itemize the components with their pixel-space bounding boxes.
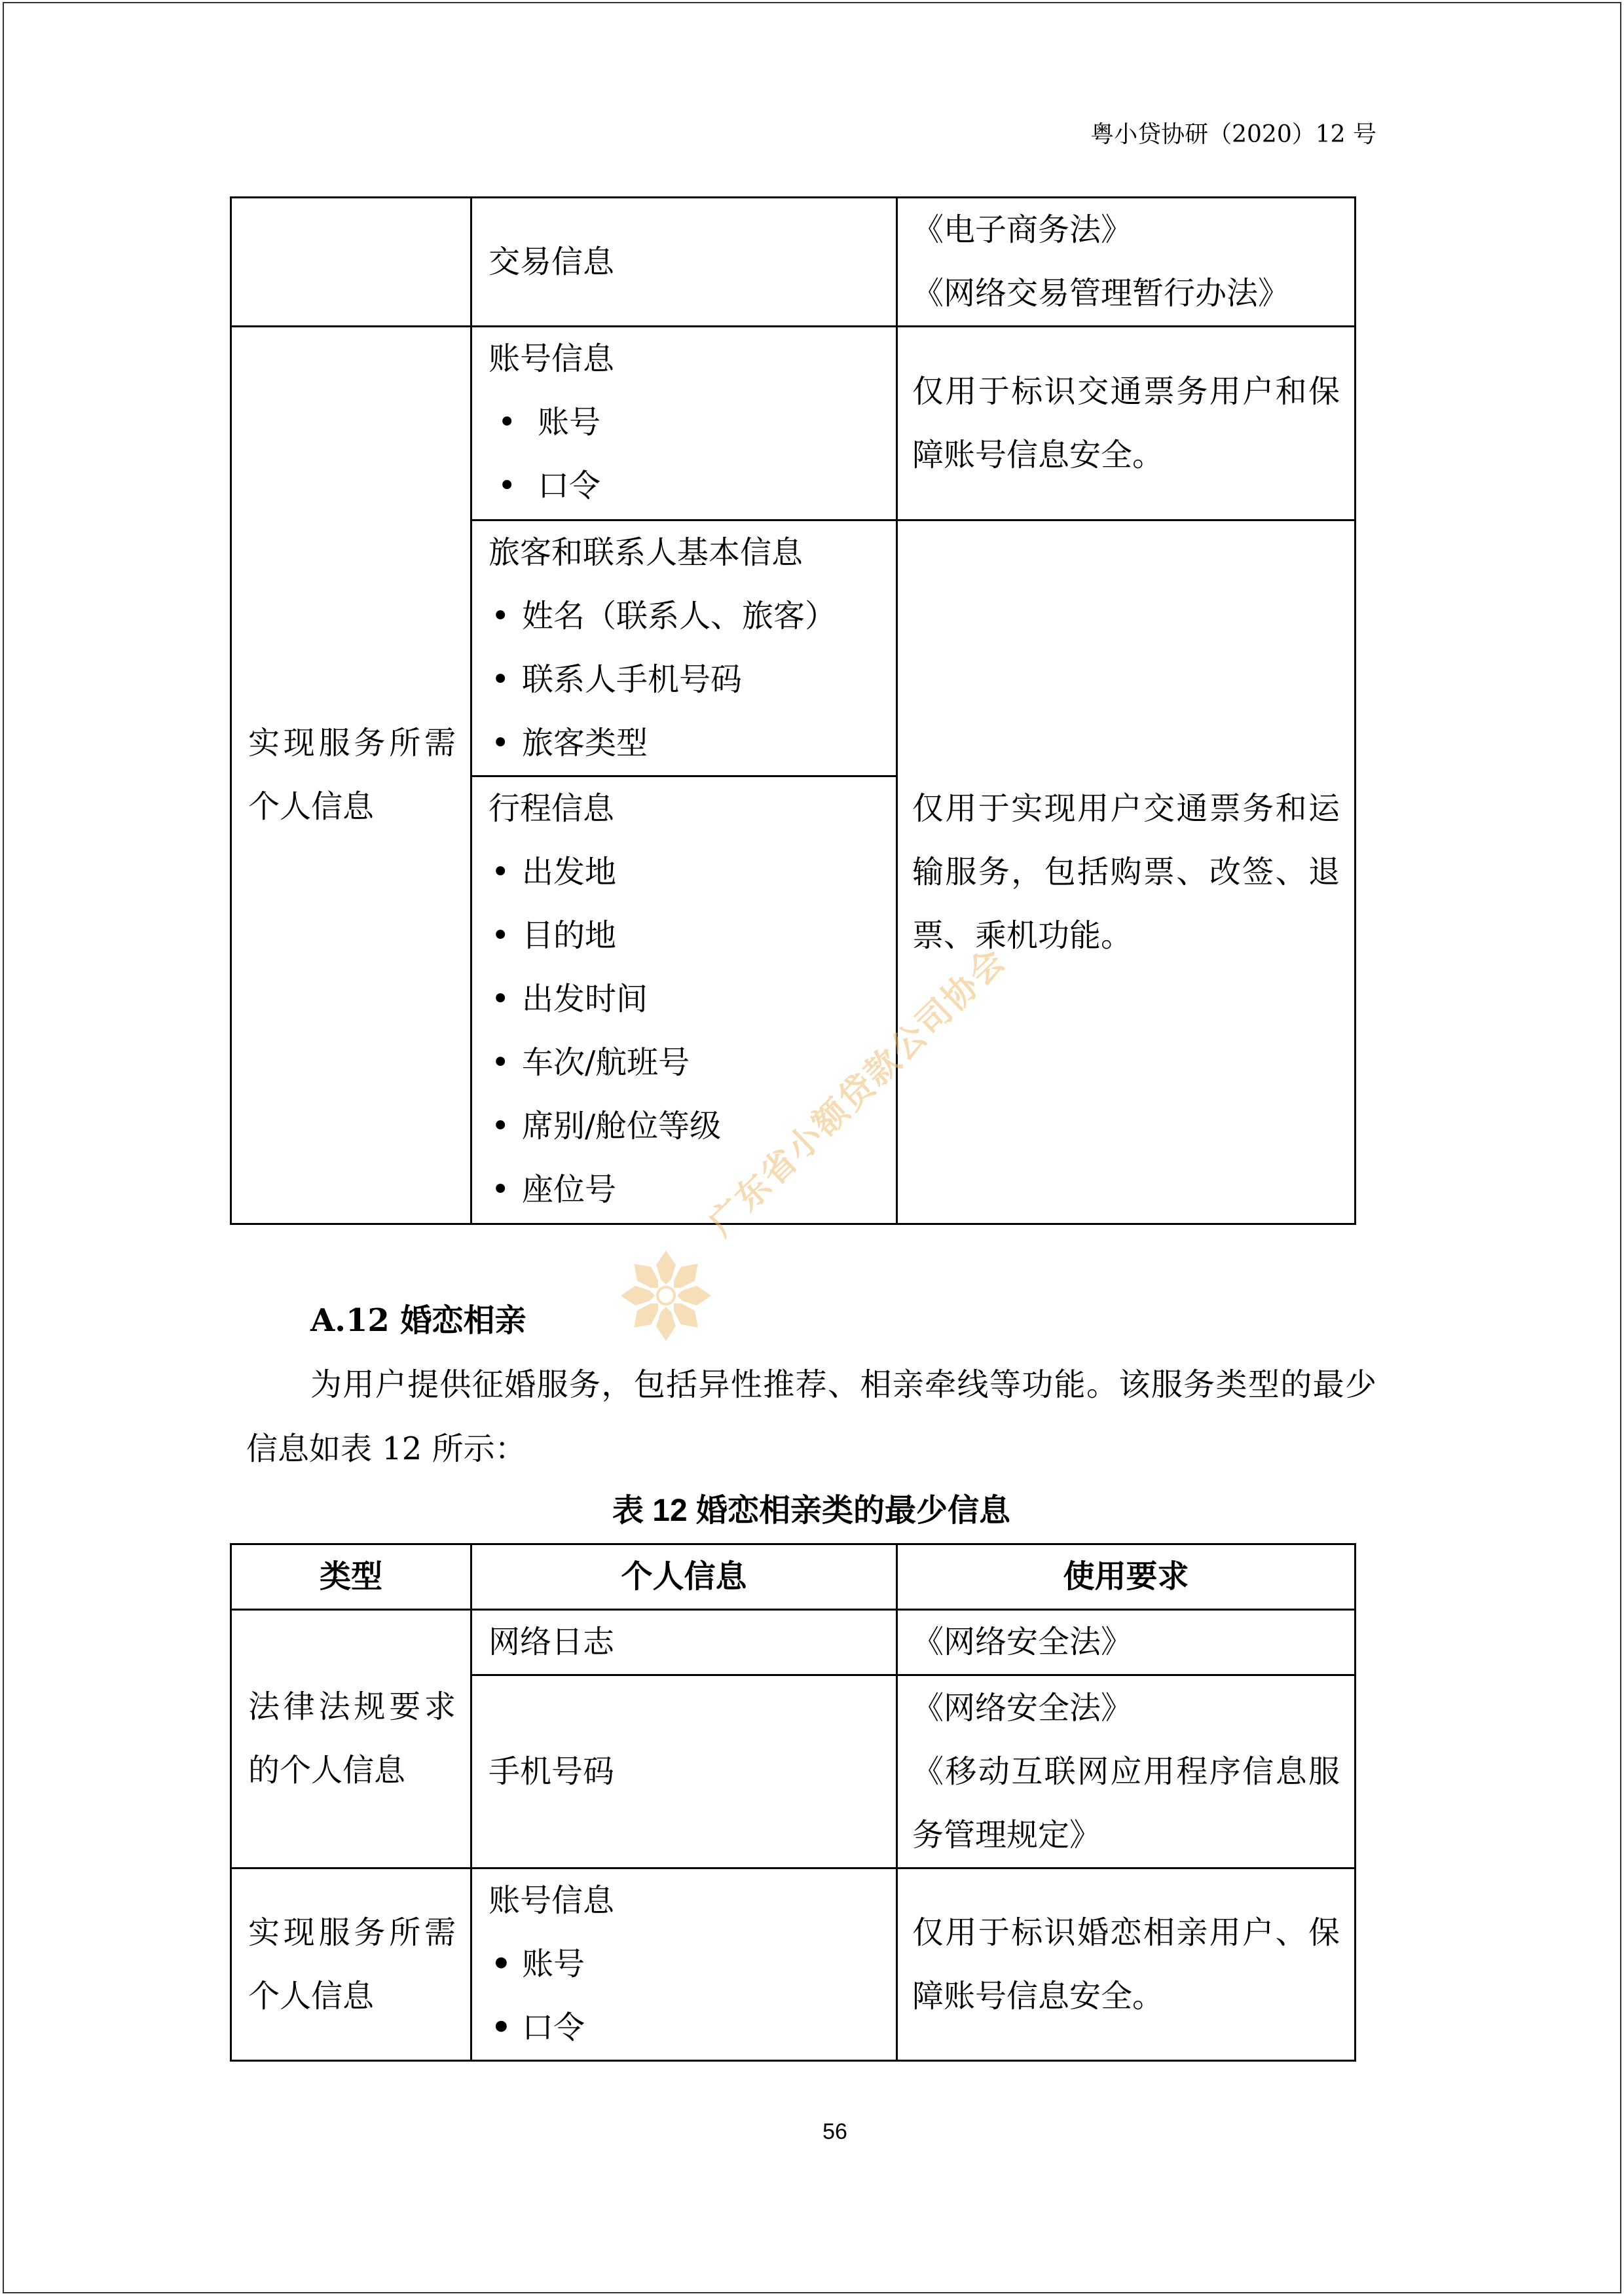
cell-text: 仅用于标识婚恋相亲用户、保 bbox=[912, 1914, 1340, 1951]
cell-title: 账号信息 bbox=[489, 1882, 615, 1919]
paragraph-line: 为用户提供征婚服务，包括异性推荐、相亲牵线等功能。该服务类型的最少 bbox=[310, 1366, 1376, 1403]
table-cell-personal-info bbox=[471, 520, 897, 776]
list-item-text: 账号 bbox=[538, 404, 601, 441]
list-item-text: 席别/舱位等级 bbox=[522, 1108, 722, 1144]
bullet-marker: • bbox=[498, 467, 517, 504]
cell-title: 旅客和联系人基本信息 bbox=[489, 534, 803, 571]
bullet-marker: • bbox=[491, 1044, 510, 1081]
cell-text: 务管理规定》 bbox=[912, 1816, 1101, 1853]
list-item bbox=[489, 841, 881, 904]
cell-text: 交易信息 bbox=[489, 243, 615, 280]
cell-text: 票、乘机功能。 bbox=[912, 917, 1133, 954]
list-item-text: 目的地 bbox=[522, 917, 617, 954]
table-cell-requirement bbox=[897, 198, 1356, 327]
list-item bbox=[489, 585, 881, 648]
cell-text: 实现服务所需 bbox=[248, 725, 456, 761]
list-item-text: 出发地 bbox=[522, 854, 617, 890]
cell-text: 输服务，包括购票、改签、退 bbox=[912, 853, 1340, 890]
table-cell-personal-info bbox=[471, 1868, 897, 2061]
section-paragraph bbox=[246, 1353, 1376, 1481]
list-item bbox=[489, 648, 881, 712]
list-item bbox=[489, 1933, 881, 1996]
bullet-marker: • bbox=[491, 1946, 511, 1982]
cell-text: 《网络安全法》 bbox=[912, 1624, 1133, 1660]
table-cell-personal-info bbox=[471, 198, 897, 327]
table-row bbox=[231, 1610, 1356, 1675]
list-item-text: 姓名（联系人、旅客） bbox=[522, 598, 837, 634]
table-cell-personal-info bbox=[471, 1675, 897, 1868]
cell-text: 网络日志 bbox=[489, 1624, 615, 1660]
cell-text: 仅用于标识交通票务用户和保 bbox=[912, 373, 1340, 410]
list-item-text: 旅客类型 bbox=[522, 725, 648, 761]
watermark-text: 广东省小额贷款公司协会 bbox=[702, 940, 1014, 1243]
bullet-marker: • bbox=[491, 917, 510, 954]
cell-text: 障账号信息安全。 bbox=[912, 1977, 1164, 2014]
table-cell-personal-info bbox=[471, 327, 897, 520]
table-cell-type bbox=[231, 1868, 471, 2061]
cell-text: 的个人信息 bbox=[248, 1752, 406, 1789]
table-cell-requirement bbox=[897, 1868, 1356, 2061]
column-header-personal-info: 个人信息 bbox=[471, 1544, 897, 1610]
table-row bbox=[231, 1868, 1356, 2061]
list-item bbox=[489, 1158, 881, 1222]
cell-text: 《电子商务法》 bbox=[912, 211, 1133, 248]
list-item bbox=[489, 904, 881, 968]
list-item-text: 联系人手机号码 bbox=[522, 661, 743, 698]
table-cell-requirement bbox=[897, 327, 1356, 520]
table-row bbox=[231, 327, 1356, 520]
page-number: 56 bbox=[822, 2119, 847, 2144]
table-header-row bbox=[231, 1544, 1356, 1610]
table-12 bbox=[230, 1543, 1356, 2062]
list-item bbox=[489, 454, 881, 518]
cell-text: 手机号码 bbox=[489, 1753, 615, 1790]
table-cell-requirement bbox=[897, 520, 1356, 1224]
bullet-marker: • bbox=[491, 981, 510, 1017]
table-cell-type bbox=[231, 1610, 471, 1868]
bullet-marker: • bbox=[491, 725, 510, 761]
table-cell-type bbox=[231, 198, 471, 327]
list-item-text: 车次/航班号 bbox=[522, 1044, 690, 1081]
cell-text: 《网络交易管理暂行办法》 bbox=[912, 275, 1290, 312]
list-item bbox=[489, 391, 881, 454]
table-cell-type bbox=[231, 327, 471, 1224]
table-row bbox=[231, 198, 1356, 327]
paragraph-line: 信息如表 12 所示： bbox=[246, 1430, 526, 1467]
table-cell-requirement bbox=[897, 1675, 1356, 1868]
document-number-header: 粤小贷协研（2020）12 号 bbox=[1090, 121, 1376, 148]
cell-title: 账号信息 bbox=[489, 340, 615, 377]
list-item-text: 口令 bbox=[522, 2009, 585, 2046]
cell-text: 《移动互联网应用程序信息服 bbox=[912, 1753, 1340, 1790]
list-item bbox=[489, 1996, 881, 2060]
cell-text: 《网络安全法》 bbox=[912, 1689, 1133, 1726]
cell-text: 个人信息 bbox=[248, 788, 375, 825]
bullet-marker: • bbox=[491, 2009, 511, 2046]
list-item bbox=[489, 1031, 881, 1095]
cell-title: 行程信息 bbox=[489, 790, 615, 827]
table-cell-personal-info bbox=[471, 776, 897, 1224]
bullet-marker: • bbox=[498, 404, 517, 441]
table-caption: 表 12 婚恋相亲类的最少信息 bbox=[612, 1493, 1011, 1528]
cell-text: 仅用于实现用户交通票务和运 bbox=[912, 790, 1340, 827]
bullet-marker: • bbox=[491, 1171, 510, 1208]
cell-text: 个人信息 bbox=[248, 1977, 375, 2014]
list-item-text: 座位号 bbox=[522, 1171, 617, 1208]
bullet-marker: • bbox=[491, 598, 510, 634]
list-item bbox=[489, 968, 881, 1031]
cell-text: 障账号信息安全。 bbox=[912, 436, 1164, 473]
cell-text: 实现服务所需 bbox=[248, 1914, 456, 1951]
list-item-text: 出发时间 bbox=[522, 981, 648, 1017]
list-item-text: 账号 bbox=[522, 1946, 585, 1982]
list-item bbox=[489, 712, 881, 775]
cell-text: 法律法规要求 bbox=[248, 1688, 456, 1725]
list-item bbox=[489, 1095, 881, 1158]
bullet-marker: • bbox=[491, 1108, 510, 1144]
column-header-type: 类型 bbox=[231, 1544, 471, 1610]
table-continued bbox=[230, 196, 1356, 1225]
bullet-marker: • bbox=[491, 661, 510, 698]
list-item-text: 口令 bbox=[538, 467, 601, 504]
section-heading: A.12 婚恋相亲 bbox=[310, 1302, 526, 1339]
table-cell-requirement bbox=[897, 1610, 1356, 1675]
table-cell-personal-info bbox=[471, 1610, 897, 1675]
bullet-marker: • bbox=[491, 854, 510, 890]
column-header-requirement: 使用要求 bbox=[897, 1544, 1356, 1610]
